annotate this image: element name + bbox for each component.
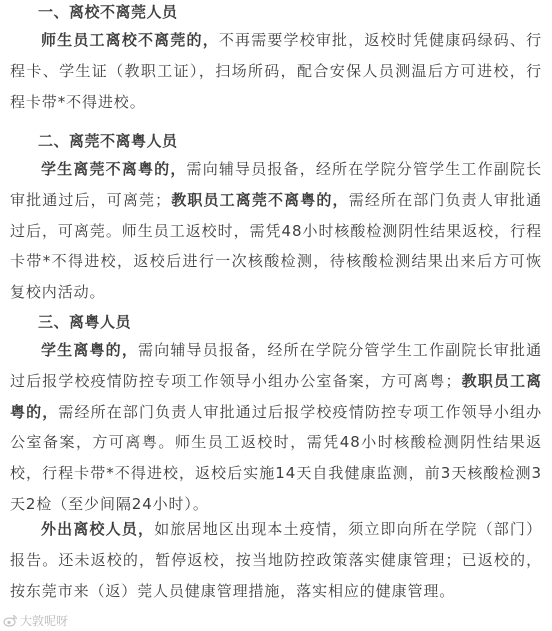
section-leave-guangdong bbox=[10, 310, 542, 520]
bold-lead-staff: 教职员工离莞不离粤的， bbox=[171, 190, 349, 209]
paragraph-text-staff: 需经所在部门负责人审批通过后，可离莞。师生员工返校时，需凭48小时核酸检测阴性结果返校，行程卡带*不得进校，返校后进行一次核酸检测，待核酸检测结果出来后方可恢复校内活动。 bbox=[10, 190, 542, 302]
section-leave-dongguan-stay-guangdong bbox=[10, 129, 542, 308]
bold-lead: 学生离粤的， bbox=[41, 341, 139, 359]
bold-lead: 师生员工离校不离莞的， bbox=[41, 31, 219, 49]
section-paragraph bbox=[10, 514, 542, 606]
paragraph-text: 不再需要学校审批，返校时凭健康码绿码、行程卡、学生证（教职工证），扫场所码，配合安保人员测温后方可进校，行程卡带*不得进校。 bbox=[10, 31, 542, 111]
paragraph-text: 需向辅导员报备，经所在学院分管学生工作副院长审批通过后报学校疫情防控专项工作领导小组办公室备案，方可离粤； bbox=[10, 341, 542, 390]
section-paragraph bbox=[10, 25, 542, 117]
weibo-logo-icon bbox=[3, 613, 18, 628]
bold-lead-staff: 教职员工离粤的， bbox=[10, 371, 542, 421]
section-outgoing-personnel bbox=[10, 514, 542, 606]
section-heading: 一、离校不离莞人员 bbox=[38, 3, 178, 21]
section-heading: 三、离粤人员 bbox=[38, 313, 132, 331]
section-paragraph bbox=[10, 154, 542, 308]
paragraph-text-staff: 需经所在部门负责人审批通过后报学校疫情防控专项工作领导小组办公室备案，方可离粤。师生员工返校时，需凭48小时核酸检测阴性结果返校，行程卡带*不得进校，返校后实施14天自我健康监测，前3天核酸检测3天2检（至少间隔24小时）。 bbox=[10, 402, 542, 513]
watermark-text: 大敦呢呀 bbox=[20, 613, 69, 628]
bold-lead: 学生离莞不离粤的， bbox=[41, 160, 187, 178]
watermark bbox=[3, 611, 68, 629]
paragraph-text: 需向辅导员报备，经所在学院分管学生工作副院长审批通过后，可离莞； bbox=[10, 160, 542, 209]
section-heading: 二、离莞不离粤人员 bbox=[38, 132, 178, 150]
bold-lead: 外出离校人员， bbox=[41, 520, 155, 538]
section-paragraph bbox=[10, 335, 542, 520]
paragraph-text: 如旅居地区出现本土疫情，须立即向所在学院（部门）报告。还未返校的，暂停返校，按当地防控政策落实健康管理；已返校的，按东莞市来（返）莞人员健康管理措施，落实相应的健康管理。 bbox=[10, 520, 542, 600]
section-leave-school-stay-dongguan bbox=[10, 0, 542, 117]
